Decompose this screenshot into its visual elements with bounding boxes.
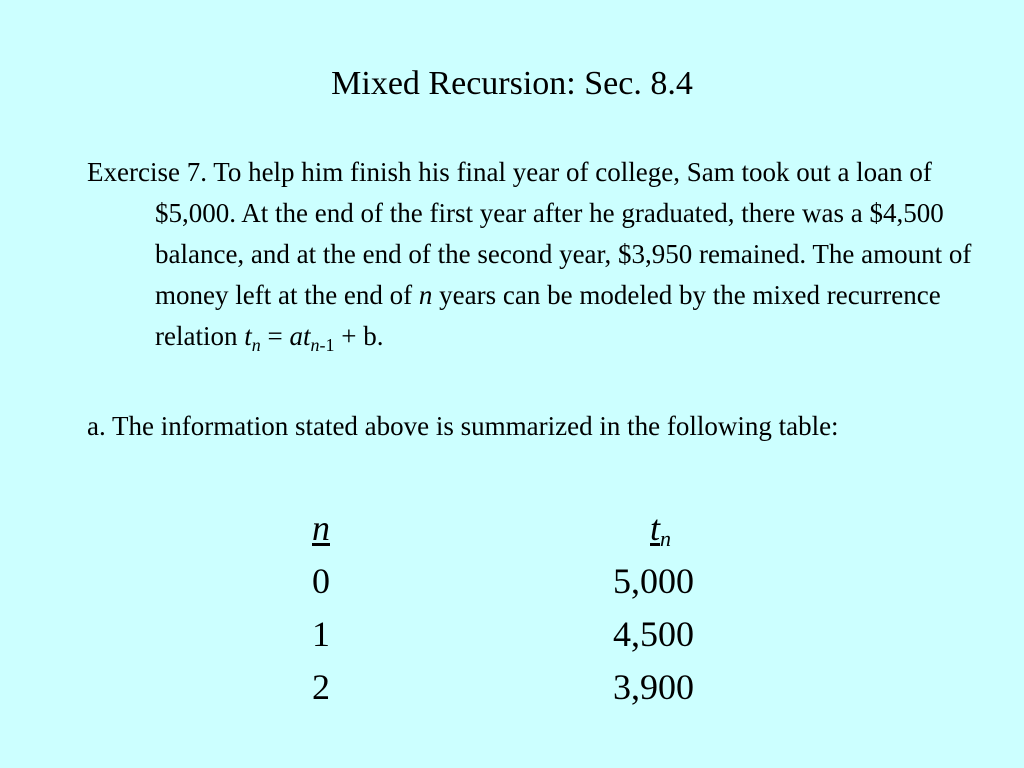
relation-t-subscript: n (251, 335, 261, 355)
relation-t: t (244, 321, 252, 351)
table-cell-n-1: 1 (312, 614, 330, 654)
relation-at-subscript-var: n (310, 335, 320, 355)
exercise-text: Exercise 7. To help him finish his final year of college, Sam took out a loan of $5,000. At the end of the first year after he graduated, there was a $4,500 balance, and at the end of the second year, $3,950 remained. The amount of money left at the end of (87, 157, 972, 310)
table-cell-n-2: 2 (312, 667, 330, 707)
relation-equals: = (260, 321, 290, 351)
part-a-paragraph: a. The information stated above is summarized in the following table: (87, 411, 839, 441)
table-header-t (650, 502, 671, 555)
relation-at-subscript-num: -1 (319, 335, 335, 355)
slide-title: Mixed Recursion: Sec. 8.4 (331, 65, 693, 102)
table-cell-t-0: 5,000 (613, 561, 694, 601)
table-header-n: n (312, 508, 330, 548)
variable-n: n (418, 280, 433, 310)
relation-at-subscript (310, 335, 334, 355)
exercise-text-continued: years can be modeled by the mixed recurrence relation (155, 280, 941, 351)
table-header-t-subscript: n (660, 526, 672, 551)
relation-at: at (289, 321, 311, 351)
table-cell-t-1: 4,500 (613, 614, 694, 654)
table-column-n (312, 502, 330, 714)
table-cell-t-2: 3,900 (613, 667, 694, 707)
table-column-t (613, 502, 694, 714)
exercise-paragraph (87, 152, 1015, 357)
table-header-t-row (613, 502, 694, 555)
table-cell-n-0: 0 (312, 561, 330, 601)
table-header-t-letter: t (650, 508, 661, 548)
relation-tail: + b. (334, 321, 384, 351)
